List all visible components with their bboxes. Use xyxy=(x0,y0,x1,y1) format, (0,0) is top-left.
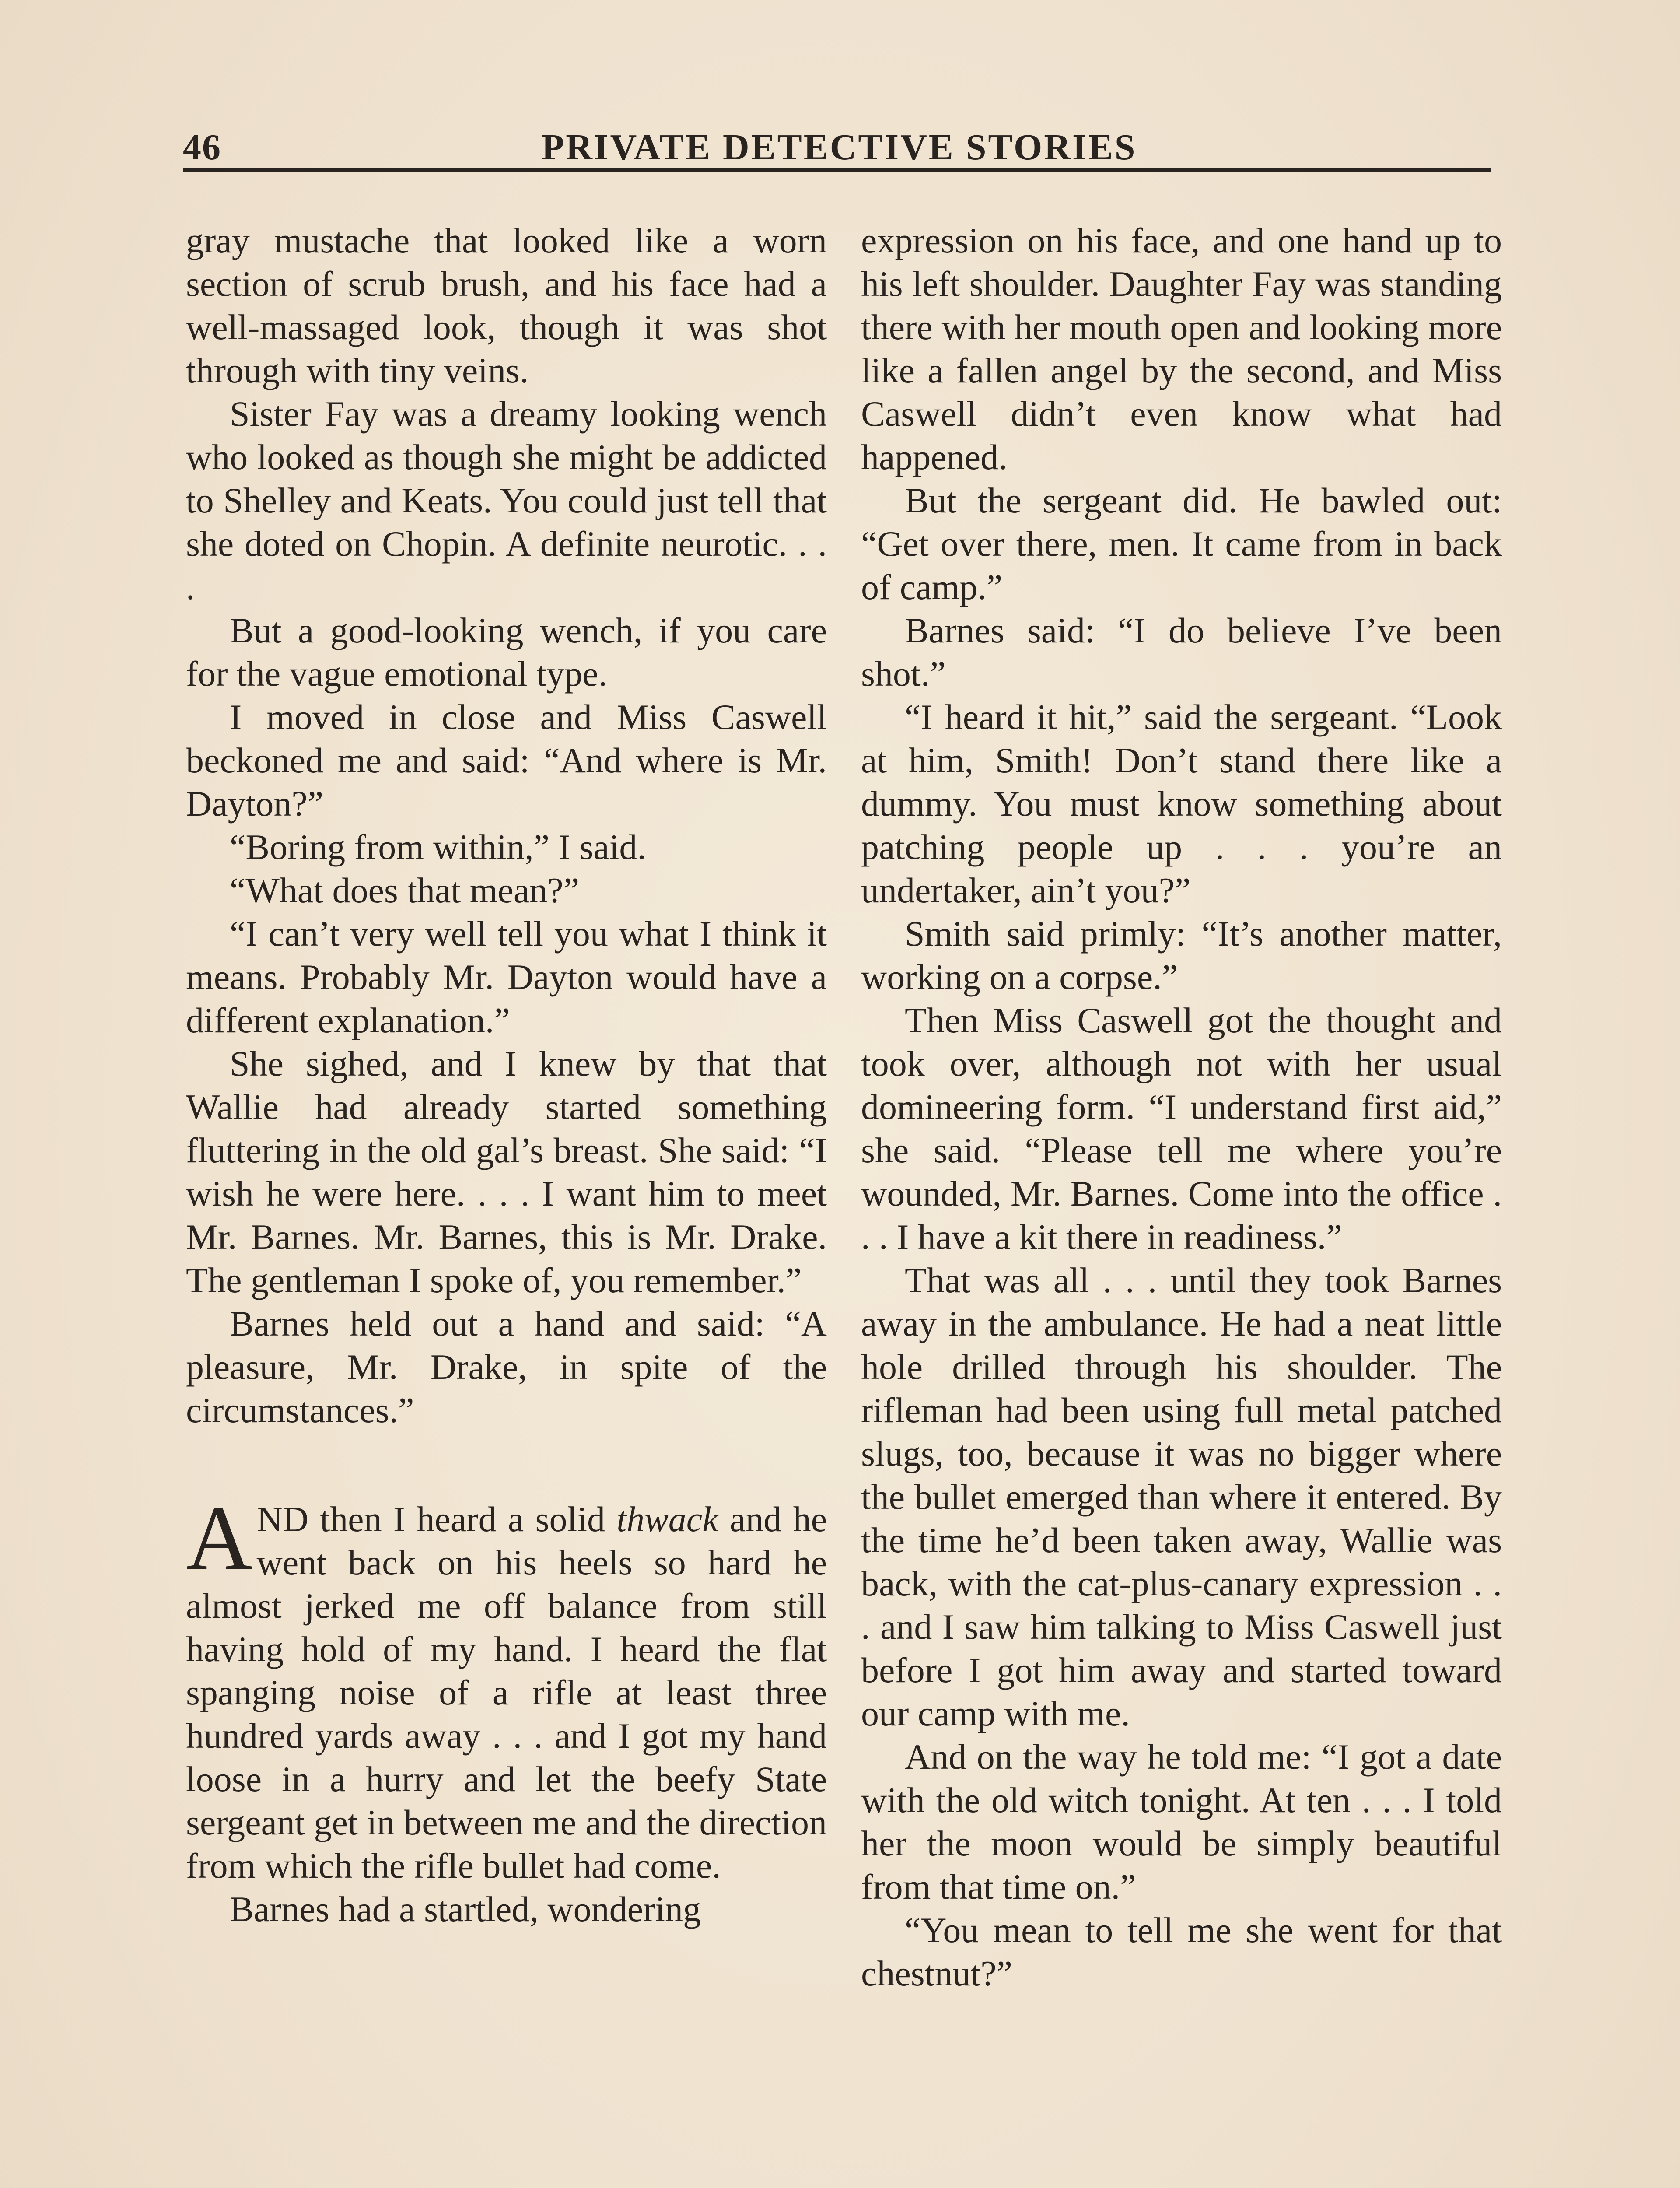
paragraph: But a good-looking wench, if you care for the vague emotional type. xyxy=(186,610,827,694)
paragraph: Sister Fay was a dreamy looking wench who looked as though she might be addicted to Shelley and Keats. You could just tell that she doted on Chopin. A definite neurotic. . . . xyxy=(186,394,827,607)
paragraph: Barnes said: “I do believe I’ve been shot.” xyxy=(861,610,1502,694)
paragraph: “What does that mean?” xyxy=(230,870,580,910)
paragraph-text: and he went back on his heels so hard he almost jerked me off balance from still having hold of my hand. I heard the flat spanging noise of a rifle at least three hundred yards away . . . and I got my hand loose in a hurry and let the beefy State sergeant get in between me and the direction from which the rifle bullet had come. xyxy=(186,1499,827,1886)
drop-cap: A xyxy=(186,1487,252,1589)
paragraph: “I heard it hit,” said the sergeant. “Look at him, Smith! Don’t stand there like a dummy. You must know something about patching people up . . . you’re an undertaker, ain’t you?” xyxy=(861,697,1502,910)
paragraph-text: then I heard a solid xyxy=(308,1499,617,1539)
paragraph: That was all . . . until they took Barnes away in the ambulance. He had a neat little hole drilled through his shoulder. The rifleman had been using full metal patched slugs, too, because it was no bigger where the bullet emerged than where it entered. By the time he’d been taken away, Wallie was back, with the cat-plus-canary expression . . . and I saw him talking to Miss Caswell just before I got him away and started toward our camp with me. xyxy=(861,1260,1502,1733)
paragraph: And on the way he told me: “I got a date with the old witch tonight. At ten . . . I told her the moon would be simply beautiful from that time on.” xyxy=(861,1737,1502,1907)
page-number: 46 xyxy=(183,127,221,168)
header-rule xyxy=(183,168,1491,172)
paragraph: I moved in close and Miss Caswell beckoned me and said: “And where is Mr. Dayton?” xyxy=(186,697,827,824)
paragraph: “I can’t very well tell you what I think it means. Probably Mr. Dayton would have a different explanation.” xyxy=(186,914,827,1040)
italic-word: thwack xyxy=(616,1499,718,1539)
paragraph: gray mustache that looked like a worn section of scrub brush, and his face had a well-massaged look, though it was shot through with tiny veins. xyxy=(186,221,827,390)
section-break xyxy=(186,1432,827,1497)
right-column xyxy=(861,219,1502,1995)
page-header xyxy=(183,118,1491,166)
paragraph: Barnes held out a hand and said: “A pleasure, Mr. Drake, in spite of the circumstances.” xyxy=(186,1304,827,1430)
paragraph: Then Miss Caswell got the thought and took over, although not with her usual domineering form. “I understand first aid,” she said. “Please tell me where you’re wounded, Mr. Barnes. Come into the office . . . I have a kit there in readiness.” xyxy=(861,1000,1502,1257)
paragraph: “Boring from within,” I said. xyxy=(230,827,646,867)
paragraph: expression on his face, and one hand up to his left shoulder. Daughter Fay was standing there with her mouth open and looking more like a fallen angel by the second, and Miss Caswell didn’t even know what had happened. xyxy=(861,221,1502,477)
small-caps-lead: ND xyxy=(256,1499,309,1539)
paragraph: “You mean to tell me she went for that chestnut?” xyxy=(861,1910,1502,1993)
paragraph: But the sergeant did. He bawled out: “Get over there, men. It came from in back of camp.” xyxy=(861,480,1502,607)
paragraph: She sighed, and I knew by that that Wallie had already started something fluttering in the old gal’s breast. She said: “I wish he were here. . . . I want him to meet Mr. Barnes. Mr. Barnes, this is Mr. Drake. The gentleman I spoke of, you remember.” xyxy=(186,1044,827,1300)
paragraph: Smith said primly: “It’s another matter, working on a corpse.” xyxy=(861,914,1502,997)
running-head: PRIVATE DETECTIVE STORIES xyxy=(542,127,1137,168)
section-opening-paragraph xyxy=(186,1487,827,1887)
paragraph: Barnes had a startled, wondering xyxy=(230,1889,701,1929)
left-column xyxy=(186,219,827,1931)
